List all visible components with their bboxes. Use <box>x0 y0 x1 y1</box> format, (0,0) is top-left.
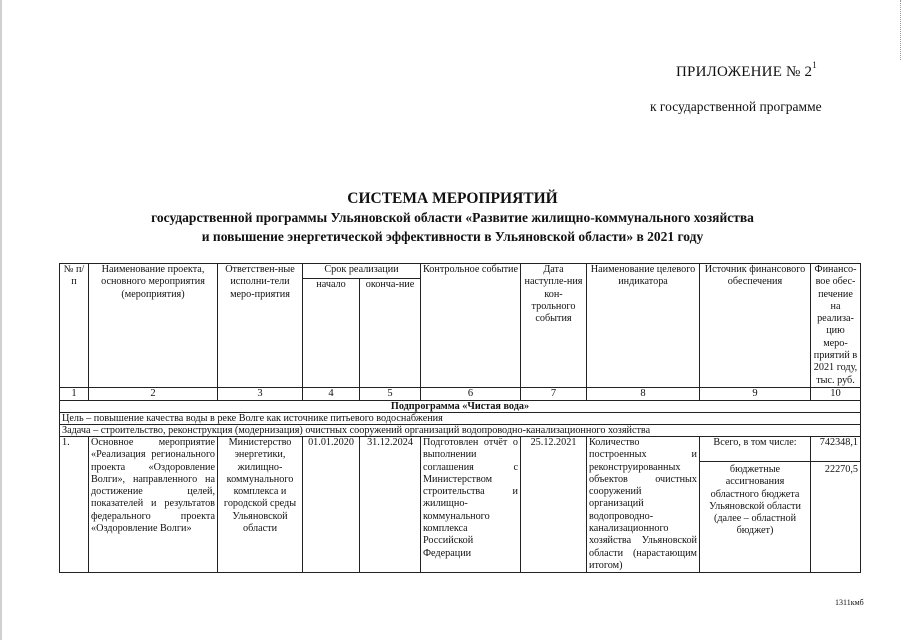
column-number: 7 <box>521 387 587 400</box>
document-subtitle-line-1: государственной программы Ульяновской области «Развитие жилищно-коммунального хозяйства <box>151 210 754 225</box>
goal-row: Цель – повышение качества воды в реке Волге как источнике питьевого водоснабжения <box>60 412 861 424</box>
header-num: № п/п <box>60 264 89 388</box>
header-event: Контрольное событие <box>421 264 521 388</box>
scan-margin-mark <box>898 0 901 60</box>
measures-table <box>59 263 861 573</box>
header-finance: Финансо-вое обес-печение на реализа-цию меро-приятий в 2021 году, тыс. руб. <box>811 264 861 388</box>
document-title: СИСТЕМА МЕРОПРИЯТИЙ <box>347 190 558 207</box>
header-event-date: Дата наступле-ния кон-трольного события <box>521 264 587 388</box>
column-number: 1 <box>60 387 89 400</box>
column-number: 5 <box>360 387 421 400</box>
source-total: Всего, в том числе: <box>700 437 810 462</box>
appendix-superscript: 1 <box>812 60 817 70</box>
amount-total: 742348,1 <box>811 437 860 462</box>
column-number: 8 <box>587 387 700 400</box>
subprogram-title: Подпрограмма «Чистая вода» <box>60 400 861 412</box>
header-name: Наименование проекта, основного мероприятия (мероприятия) <box>89 264 218 388</box>
column-number: 9 <box>700 387 811 400</box>
header-start: начало <box>303 279 360 388</box>
appendix-subtitle: к государственной программе <box>650 99 822 114</box>
appendix-label: ПРИЛОЖЕНИЕ № $2^1$ <box>676 60 817 80</box>
header-period: Срок реализации <box>303 264 421 279</box>
row-num: 1. <box>60 436 89 572</box>
table-row <box>60 436 861 572</box>
scan-edge <box>0 0 2 640</box>
column-number: 10 <box>811 387 861 400</box>
column-number: 3 <box>218 387 303 400</box>
row-name: Основное мероприятие «Реализация регионального проекта «Оздоровление Волги», направленного на достижение целей, показателей и результатов федерального проекта «Оздоровление Волги» <box>89 436 218 572</box>
row-responsible: Министерство энергетики, жилищно-коммунального комплекса и городской среды Ульяновской области <box>218 436 303 572</box>
row-event: Подготовлен отчёт о выполнении соглашения с Министерством строительства и жилищно-коммунального комплекса Российской Федерации <box>421 436 521 572</box>
source-regional-budget: бюджетные ассигнования областного бюджета Ульяновской области (далее – областной бюджет) <box>709 463 801 537</box>
row-source <box>700 436 811 572</box>
amount-regional-budget: 22270,5 <box>824 463 858 475</box>
column-number: 4 <box>303 387 360 400</box>
row-event-date: 25.12.2021 <box>521 436 587 572</box>
header-end: оконча-ние <box>360 279 421 388</box>
header-source: Источник финансового обеспечения <box>700 264 811 388</box>
row-end: 31.12.2024 <box>360 436 421 572</box>
header-indicator: Наименование целевого индикатора <box>587 264 700 388</box>
document-subtitle-line-2: и повышение энергетической эффективности в Ульяновской области» в 2021 году <box>201 229 704 244</box>
column-number: 6 <box>421 387 521 400</box>
footer-code: 1311кмб <box>835 598 864 607</box>
column-number: 2 <box>89 387 218 400</box>
row-indicator: Количество построенных и реконструированных объектов очистных сооружений организаций водопроводно-канализационного хозяйства Ульяновской области (нарастающим итогом) <box>587 436 700 572</box>
task-row: Задача – строительство, реконструкция (модернизация) очистных сооружений организаций водопроводно-канализационного хозяйства <box>60 424 861 436</box>
header-responsible: Ответствен-ные исполни-тели меро-приятия <box>218 264 303 388</box>
row-amount <box>811 436 861 572</box>
row-start: 01.01.2020 <box>303 436 360 572</box>
